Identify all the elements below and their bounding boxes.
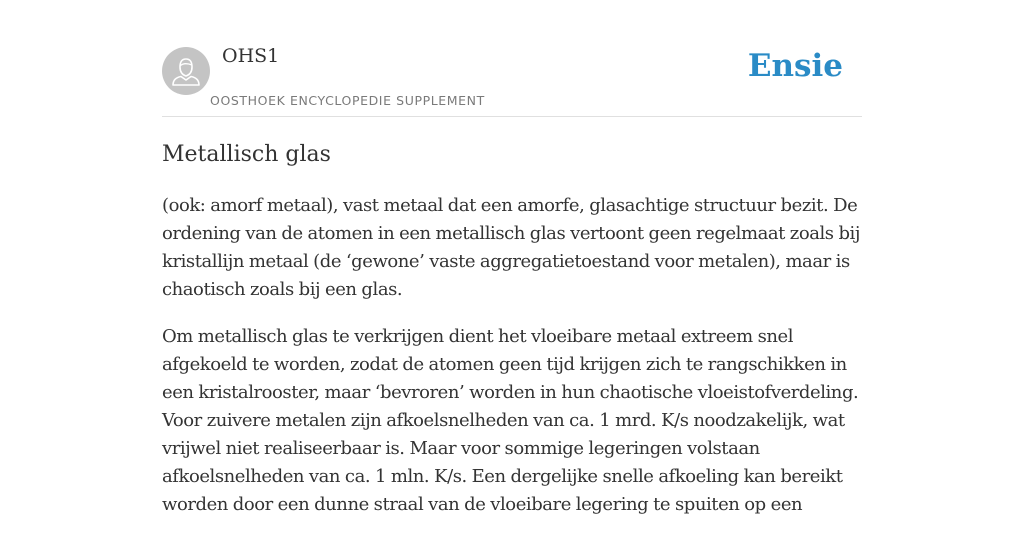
article-body — [162, 192, 862, 538]
author-name[interactable]: OHS1 — [222, 45, 280, 67]
user-avatar-icon[interactable] — [162, 47, 210, 95]
header — [162, 0, 862, 117]
source-label[interactable]: OOSTHOEK ENCYCLOPEDIE SUPPLEMENT — [210, 93, 485, 108]
page — [162, 0, 862, 515]
article-paragraph: (ook: amorf metaal), vast metaal dat een amorfe, glasachtige structuur bezit. De ordening van de atomen in een metallisch glas vertoont geen regelmaat zoals bij kristallijn metaal (de ‘gewone’ vaste aggregatietoestand voor metalen), maar is chaotisch zoals bij een glas. — [162, 195, 860, 300]
article-paragraph: Om metallisch glas te verkrijgen dient het vloeibare metaal extreem snel afgekoeld te worden, zodat de atomen geen tijd krijgen zich te rangschikken in een kristalrooster, maar ‘bevroren’ worden in hun chaotische vloeistofverdeling. Voor zuivere metalen zijn afkoelsnelheden van ca. 1 mrd. K/s noodzakelijk, wat vrijwel niet realiseerbaar is. Maar voor sommige legeringen volstaan afkoelsnelheden van ca. 1 mln. K/s. Een dergelijke snelle afkoeling kan bereikt worden door een dunne straal van de vloeibare legering te spuiten op een — [162, 326, 859, 515]
ensie-logo[interactable]: Ensie — [747, 48, 843, 84]
article-title: Metallisch glas — [162, 142, 331, 167]
